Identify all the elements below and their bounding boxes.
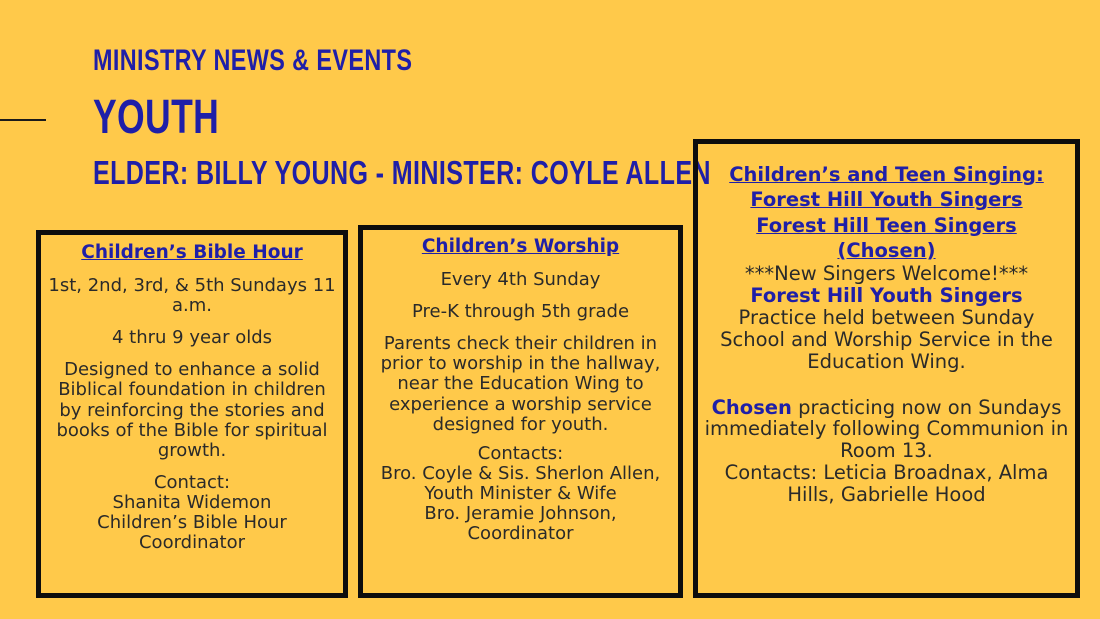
bible-hour-description: Designed to enhance a solid Biblical foundation in children by reinforcing the stories and books of the Bible for spiritual growth. xyxy=(56,359,328,461)
section-label: MINISTRY NEWS & EVENTS xyxy=(93,44,413,77)
worship-description: Parents check their children in prior to worship in the hallway, near the Education Wing to experience a worship service designed for youth. xyxy=(380,333,661,435)
worship-card xyxy=(358,225,683,598)
spacer xyxy=(704,373,1069,397)
singing-title-line-2[interactable]: Forest Hill Youth Singers xyxy=(750,188,1023,212)
bible-hour-contact-name: Shanita Widemon xyxy=(112,492,272,514)
worship-contacts-label: Contacts: xyxy=(477,442,564,464)
singing-card xyxy=(693,139,1080,598)
worship-contact-1: Bro. Coyle & Sis. Sherlon Allen, Youth Minister & Wife xyxy=(380,462,661,505)
page-title: YOUTH xyxy=(93,91,220,144)
accent-line xyxy=(0,119,46,121)
chosen-practice: practicing now on Sundays immediately following Communion in Room 13. xyxy=(704,395,1069,463)
singing-title-line-4[interactable]: (Chosen) xyxy=(837,239,936,263)
worship-contact-2: Bro. Jeramie Johnson, Coordinator xyxy=(424,503,617,545)
bible-hour-contact-label: Contact: xyxy=(153,471,231,493)
bible-hour-schedule: 1st, 2nd, 3rd, & 5th Sundays 11 a.m. xyxy=(48,274,336,316)
singing-welcome: ***New Singers Welcome!*** xyxy=(744,262,1029,286)
singing-contacts: Contacts: Leticia Broadnax, Alma Hills, Gabrielle Hood xyxy=(724,461,1049,506)
bible-hour-title[interactable]: Children’s Bible Hour xyxy=(81,242,303,263)
chosen-label: Chosen xyxy=(711,395,792,419)
bible-hour-card xyxy=(36,230,348,598)
bible-hour-contact-role: Children’s Bible Hour Coordinator xyxy=(97,512,287,554)
leaders-subtitle: ELDER: BILLY YOUNG - MINISTER: COYLE ALLEN xyxy=(93,154,711,191)
worship-title[interactable]: Children’s Worship xyxy=(421,236,620,257)
worship-schedule: Every 4th Sunday xyxy=(440,268,601,290)
bible-hour-ages: 4 thru 9 year olds xyxy=(111,327,273,349)
youth-singers-practice: Practice held between Sunday School and Worship Service in the Education Wing. xyxy=(720,306,1053,373)
youth-singers-heading: Forest Hill Youth Singers xyxy=(750,284,1023,308)
worship-grades: Pre-K through 5th grade xyxy=(411,300,630,322)
singing-title-line-1[interactable]: Children’s and Teen Singing: xyxy=(729,163,1044,186)
chosen-practice-paragraph xyxy=(704,397,1069,462)
singing-title-line-3[interactable]: Forest Hill Teen Singers xyxy=(756,213,1017,237)
